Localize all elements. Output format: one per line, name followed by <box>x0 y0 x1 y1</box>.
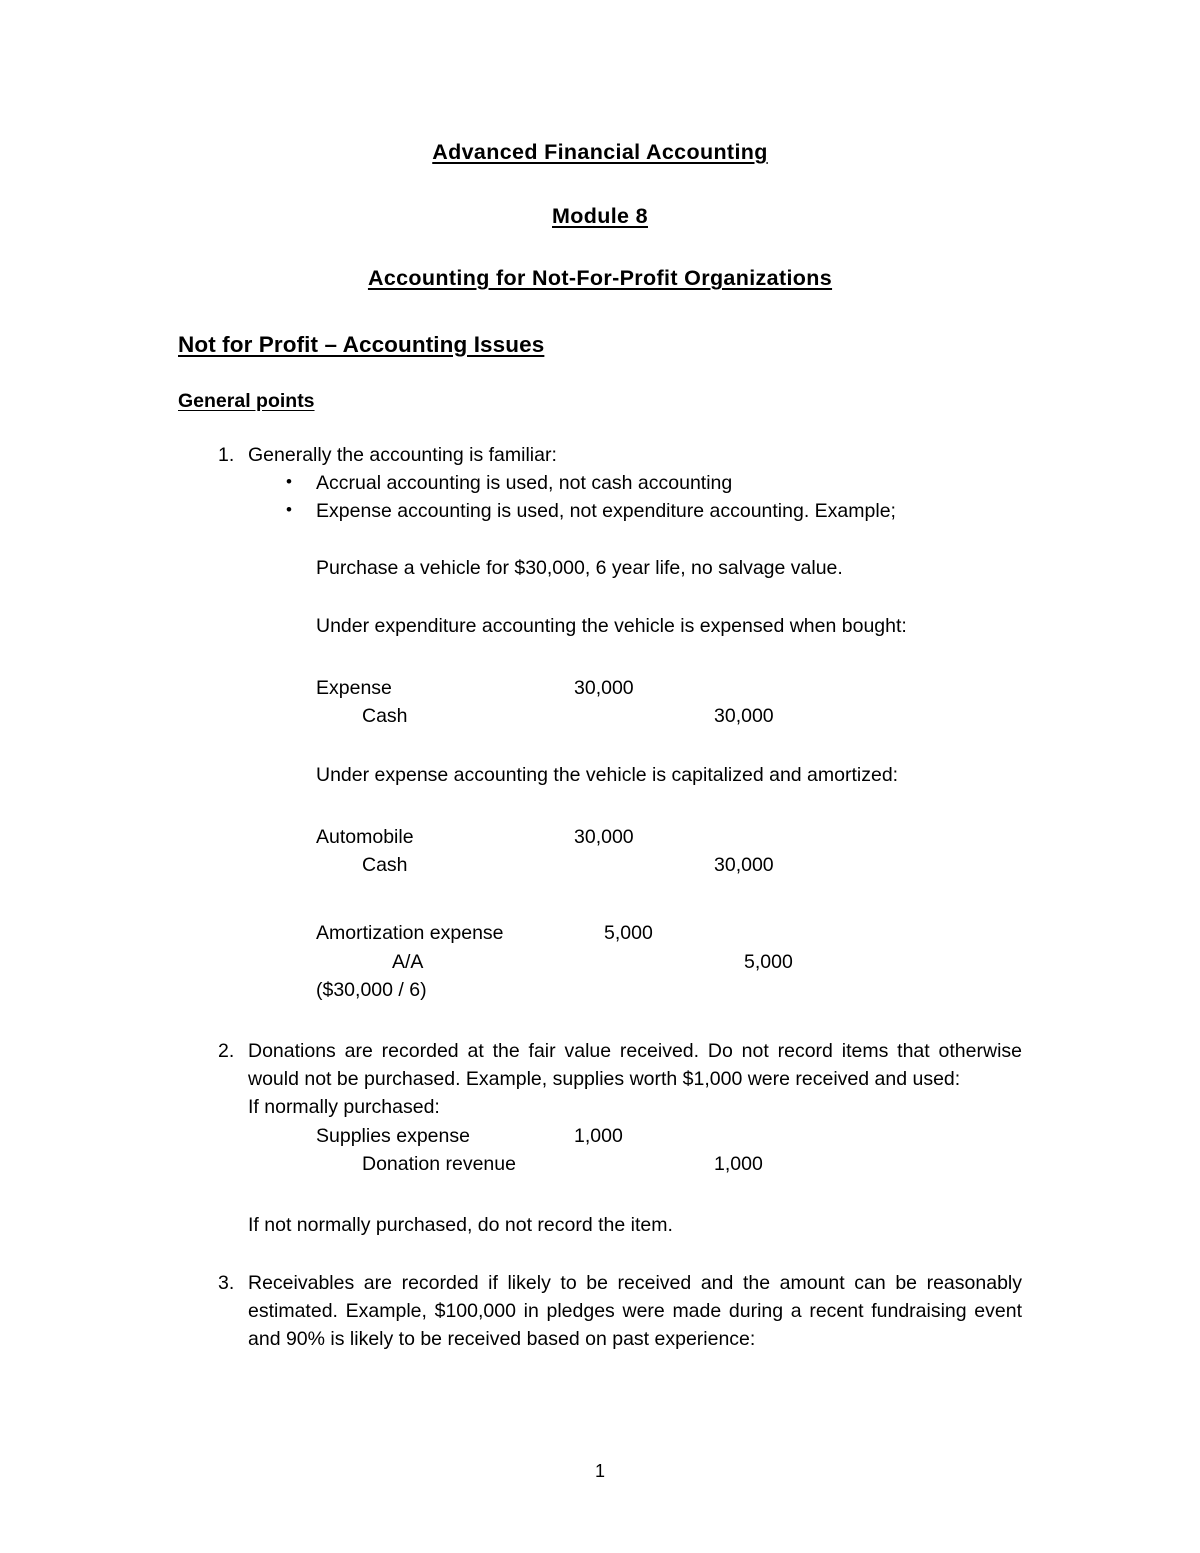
list-item-3-marker: 3. <box>218 1272 235 1295</box>
section-heading-text: Not for Profit – Accounting Issues <box>178 331 545 357</box>
journal-account: Donation revenue <box>362 1153 516 1176</box>
document-title-text: Advanced Financial Accounting <box>432 140 768 164</box>
journal-row <box>316 702 874 730</box>
list-item-2-text: Donations are recorded at the fair value received. Do not record items that otherwise would not be purchased. Example, supplies worth $1,000 were received and used: <box>248 1040 1022 1091</box>
journal-credit <box>714 823 874 851</box>
amortization-note: ($30,000 / 6) <box>316 978 427 1001</box>
module-title-text: Module 8 <box>552 203 648 228</box>
module-title <box>178 203 1022 228</box>
list-item-1-marker: 1. <box>218 443 235 466</box>
spacer-before-section-heading <box>178 290 1022 334</box>
subject-title-text: Accounting for Not-For-Profit Organizations <box>367 266 833 290</box>
journal-debit: 5,000 <box>604 922 653 945</box>
expenditure-caption <box>178 612 1022 640</box>
journal-row <box>316 1122 874 1150</box>
journal-account: Automobile <box>316 825 414 848</box>
journal-credit <box>714 674 874 702</box>
list-item-3-text: Receivables are recorded if likely to be received and the amount can be reasonably estimated. Example, $100,000 in pledges were made during a recent fundraising event and 90% is likely to be received based on past experience: <box>248 1272 1022 1350</box>
bullet-dot-icon: • <box>286 472 292 492</box>
journal-debit <box>574 1150 714 1178</box>
expenditure-caption-text: Under expenditure accounting the vehicle is expensed when bought: <box>316 614 907 637</box>
section-heading <box>178 331 1022 357</box>
list-item-3 <box>178 1270 1022 1354</box>
spacer-before-not-normal <box>178 1178 1022 1212</box>
page-content <box>178 0 1022 1354</box>
bullet-item-text: Expense accounting is used, not expenditure accounting. Example; <box>316 500 896 523</box>
spacer-before-subsection-heading <box>178 356 1022 392</box>
journal-credit <box>714 1122 874 1150</box>
journal-credit: 30,000 <box>714 854 774 877</box>
journal-debit <box>574 702 714 730</box>
journal-account: A/A <box>392 950 424 973</box>
journal-entry-capitalize-wrapper <box>178 823 1022 880</box>
journal-row <box>316 948 904 976</box>
spacer-before-item-3 <box>178 1240 1022 1270</box>
title-block <box>178 0 1022 290</box>
journal-account: Supplies expense <box>316 1124 470 1147</box>
spacer-before-expenditure-entry <box>178 640 1022 674</box>
expense-caption <box>178 761 1022 789</box>
spacer-before-capitalize-entry <box>178 789 1022 823</box>
document-title <box>178 142 1022 164</box>
bullet-item <box>178 497 1022 525</box>
journal-entry-expenditure-wrapper <box>178 674 1022 731</box>
subsection-heading-text: General points <box>178 390 315 412</box>
journal-account: Cash <box>362 854 408 877</box>
list-item-2 <box>178 1038 1022 1122</box>
condition-not-normal-purchase: If not normally purchased, do not record the item. <box>248 1214 673 1237</box>
example-premise-text: Purchase a vehicle for $30,000, 6 year life, no salvage value. <box>316 556 843 579</box>
spacer-before-list <box>178 412 1022 442</box>
list-item-2-marker: 2. <box>218 1040 235 1063</box>
journal-debit: 30,000 <box>574 677 634 700</box>
journal-entry-capitalize <box>316 823 874 880</box>
subsection-heading <box>178 392 1022 412</box>
journal-credit: 5,000 <box>744 950 793 973</box>
journal-entry-amortization-wrapper <box>178 919 1022 1004</box>
subject-title <box>178 268 1022 290</box>
bullet-item-text: Accrual accounting is used, not cash accounting <box>316 472 733 495</box>
journal-row <box>316 674 874 702</box>
journal-entry-supplies <box>316 1122 874 1179</box>
journal-row <box>316 851 874 879</box>
condition-not-normal-purchase-wrapper <box>178 1212 1022 1240</box>
journal-account: Amortization expense <box>316 922 504 945</box>
journal-row <box>316 1150 874 1178</box>
journal-credit: 1,000 <box>714 1153 763 1176</box>
journal-debit: 1,000 <box>574 1124 623 1147</box>
bullet-dot-icon: • <box>286 500 292 520</box>
journal-entry-expenditure <box>316 674 874 731</box>
list-item-1-text: Generally the accounting is familiar: <box>248 443 557 466</box>
spacer-before-premise <box>178 526 1022 554</box>
journal-row <box>316 823 874 851</box>
title-spacer-1 <box>178 164 1022 206</box>
bullet-list-item-1 <box>178 469 1022 525</box>
expense-caption-text: Under expense accounting the vehicle is capitalized and amortized: <box>316 763 899 786</box>
list-item-1 <box>178 442 1022 470</box>
example-premise <box>178 554 1022 582</box>
journal-credit: 30,000 <box>714 705 774 728</box>
journal-entry-supplies-wrapper <box>178 1122 1022 1179</box>
title-spacer-2 <box>178 227 1022 268</box>
page-number: 1 <box>594 1461 605 1481</box>
journal-account: Expense <box>316 677 392 700</box>
journal-debit: 30,000 <box>574 825 634 848</box>
page-footer <box>0 1462 1200 1480</box>
journal-row <box>316 919 904 947</box>
journal-debit <box>604 948 744 976</box>
journal-credit <box>744 919 904 947</box>
condition-normal-purchase: If normally purchased: <box>248 1095 440 1118</box>
journal-entry-amortization <box>316 919 904 976</box>
bullet-item <box>178 469 1022 497</box>
spacer-before-amortization-entry <box>178 879 1022 919</box>
journal-account: Cash <box>362 705 408 728</box>
spacer-before-expenditure-caption <box>178 582 1022 612</box>
spacer-before-expense-caption <box>178 731 1022 761</box>
journal-debit <box>574 851 714 879</box>
spacer-before-item-2 <box>178 1004 1022 1038</box>
